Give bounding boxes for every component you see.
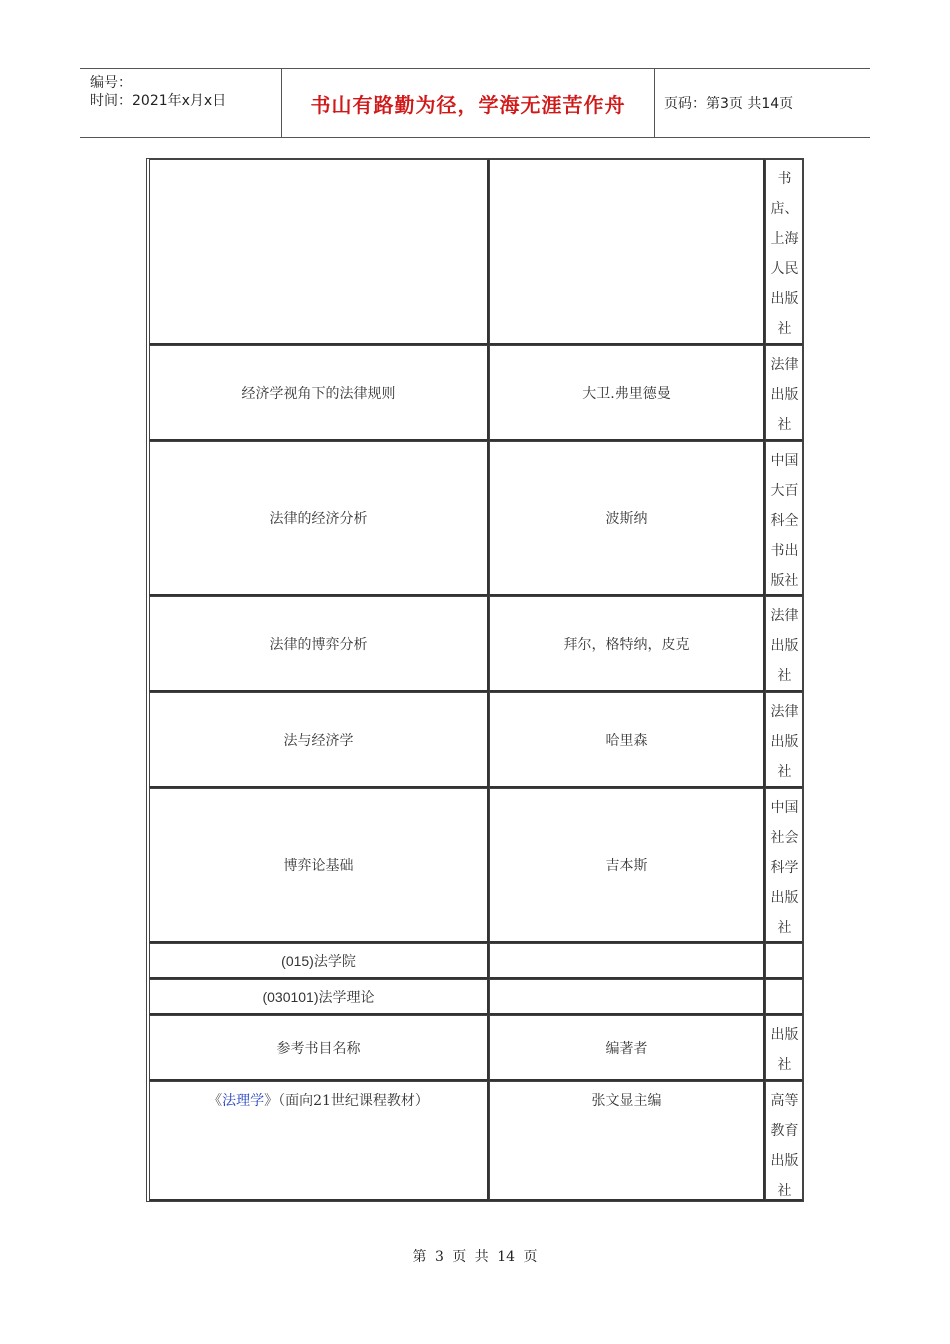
- table-row: [147, 943, 803, 979]
- author-cell: 哈里森: [489, 692, 765, 788]
- book-title-cell: [149, 1081, 489, 1201]
- author-cell: [489, 943, 765, 979]
- publisher-cell: 中国大百科全书出版社: [765, 441, 803, 596]
- header-meta: [80, 69, 282, 137]
- author-cell: 张文显主编: [489, 1081, 765, 1201]
- book-title-cell: [149, 159, 489, 345]
- table-row: [147, 345, 803, 441]
- major-cell: (030101)法学理论: [149, 979, 489, 1015]
- page-header: [80, 68, 870, 138]
- table-row: [147, 788, 803, 943]
- table-row: [147, 441, 803, 596]
- doc-number-label: 编号：: [90, 75, 132, 91]
- table-row: [147, 1081, 803, 1201]
- page-footer: 第 3 页 共 14 页: [412, 1249, 538, 1265]
- header-motto: [282, 69, 655, 137]
- title-prefix: 《: [208, 1093, 223, 1109]
- author-cell: 波斯纳: [489, 441, 765, 596]
- reference-table: [146, 158, 804, 1202]
- author-cell: 大卫.弗里德曼: [489, 345, 765, 441]
- author-cell: [489, 979, 765, 1015]
- table-row: [147, 692, 803, 788]
- publisher-cell: 中国社会科学出版社: [765, 788, 803, 943]
- column-header-title: 参考书目名称: [149, 1015, 489, 1081]
- doc-time-label: 时间：2021年x月x日: [90, 93, 227, 109]
- title-suffix: 》（面向21世纪课程教材）: [264, 1093, 429, 1109]
- table-row: [147, 596, 803, 692]
- publisher-cell: [765, 979, 803, 1015]
- publisher-cell: 法律出版社: [765, 596, 803, 692]
- author-cell: 拜尔，格特纳，皮克: [489, 596, 765, 692]
- publisher-cell: [765, 943, 803, 979]
- book-title-cell: 博弈论基础: [149, 788, 489, 943]
- motto-text: 书山有路勤为径，学海无涯苦作舟: [310, 92, 626, 117]
- publisher-cell: 高等教育出版社: [765, 1081, 803, 1201]
- school-cell: (015)法学院: [149, 943, 489, 979]
- book-title-cell: 法律的经济分析: [149, 441, 489, 596]
- book-title-cell: 经济学视角下的法律规则: [149, 345, 489, 441]
- book-link[interactable]: 法理学: [222, 1093, 265, 1109]
- publisher-cell: 法律出版社: [765, 692, 803, 788]
- author-cell: 吉本斯: [489, 788, 765, 943]
- publisher-cell: 法律出版社: [765, 345, 803, 441]
- author-cell: [489, 159, 765, 345]
- book-title-cell: 法律的博弈分析: [149, 596, 489, 692]
- column-header-author: 编著者: [489, 1015, 765, 1081]
- column-header-publisher: 出版社: [765, 1015, 803, 1081]
- book-title-cell: 法与经济学: [149, 692, 489, 788]
- table-row: [147, 159, 803, 345]
- table-row: [147, 979, 803, 1015]
- table-header-row: [147, 1015, 803, 1081]
- header-page-info: [655, 69, 870, 137]
- publisher-cell: 书店、上海人民出版社: [765, 159, 803, 345]
- page-info-text: 页码：第3页 共14页: [664, 96, 794, 112]
